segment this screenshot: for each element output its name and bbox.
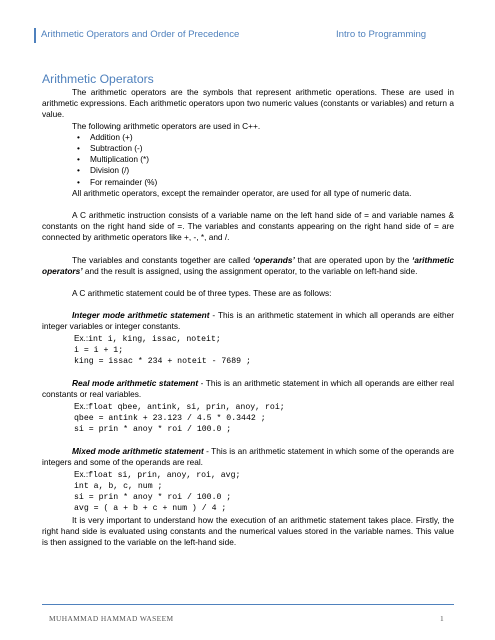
header-course: Intro to Programming xyxy=(336,29,427,40)
instruction-paragraph: A C arithmetic instruction consists of a variable name on the left hand side of = and variable names & constants on the right hand side of =. The variables and constants appearing on the right hand side of = are connected by arithmetic operators like +, -, *, and /. xyxy=(42,210,454,243)
list-intro: The following arithmetic operators are used in C++. xyxy=(72,120,261,131)
types-paragraph: A C arithmetic statement could be of three types. These are as follows: xyxy=(72,288,332,299)
mixed-mode-code: Ex.:float si, prin, anoy, roi, avg; int a, b, c, num ; si = prin * anoy * roi / 100.0 ; avg = ( a + b + c + num ) / 4 ; xyxy=(74,469,241,514)
integer-mode-paragraph: Integer mode arithmetic statement - This is an arithmetic statement in which all operands are either integer variables or integer constants. xyxy=(42,310,454,332)
operators-list xyxy=(42,132,454,188)
operands-paragraph: The variables and constants together are called ‘operands’ that are operated upon by the ‘arithmetic operators’ and the result is assigned, using the assignment operator, to the variable on left-hand side. xyxy=(42,254,454,276)
header-accent-bar xyxy=(34,28,36,43)
intro-paragraph: The arithmetic operators are the symbols that represent arithmetic operations. These are used in arithmetic expressions. Each arithmetic operators upon two numeric values (constants or variables) and return a value. xyxy=(42,87,454,120)
real-mode-term: Real mode arithmetic statement xyxy=(72,378,199,389)
footer-author: MUHAMMAD HAMMAD WASEEM xyxy=(49,614,174,623)
mixed-mode-term: Mixed mode arithmetic statement xyxy=(72,446,204,457)
operands-term: ‘operands’ xyxy=(252,254,295,265)
list-item: • Multiplication (*) xyxy=(90,154,454,165)
section-title: Arithmetic Operators xyxy=(42,72,154,86)
header-title: Arithmetic Operators and Order of Precedence xyxy=(41,29,240,40)
list-item: • Division (/) xyxy=(90,165,454,176)
footer-page-number: 1 xyxy=(440,614,444,623)
real-mode-code: Ex.:float qbee, antink, si, prin, anoy, roi; qbee = antink + 23.123 / 4.5 * 0.3442 ; si = prin * anoy * roi / 100.0 ; xyxy=(74,401,285,435)
list-item: • Addition (+) xyxy=(90,132,454,143)
after-list-paragraph: All arithmetic operators, except the remainder operator, are used for all type of numeric data. xyxy=(72,187,412,198)
document-body xyxy=(42,72,454,548)
closing-paragraph: It is very important to understand how the execution of an arithmetic statement takes place. Firstly, the right hand side is evaluated using constants and the numerical values stored in the variable names. This value is then assigned to the variable on the left-hand side. xyxy=(42,514,454,547)
list-item: • For remainder (%) xyxy=(90,177,454,188)
real-mode-paragraph: Real mode arithmetic statement - This is an arithmetic statement in which all operands are either real constants or real variables. xyxy=(42,378,454,400)
integer-mode-term: Integer mode arithmetic statement xyxy=(72,310,210,321)
mixed-mode-paragraph: Mixed mode arithmetic statement - This is an arithmetic statement in which some of the operands are integers and some of the operands are real. xyxy=(42,446,455,468)
list-item: • Subtraction (-) xyxy=(90,143,454,154)
footer-divider xyxy=(42,604,454,605)
page-header xyxy=(34,28,434,48)
integer-mode-code: Ex.:int i, king, issac, noteit; i = i + 1; king = issac * 234 + noteit - 7689 ; xyxy=(74,333,251,367)
arith-operators-term: ‘arithmetic operators’ xyxy=(42,254,454,276)
